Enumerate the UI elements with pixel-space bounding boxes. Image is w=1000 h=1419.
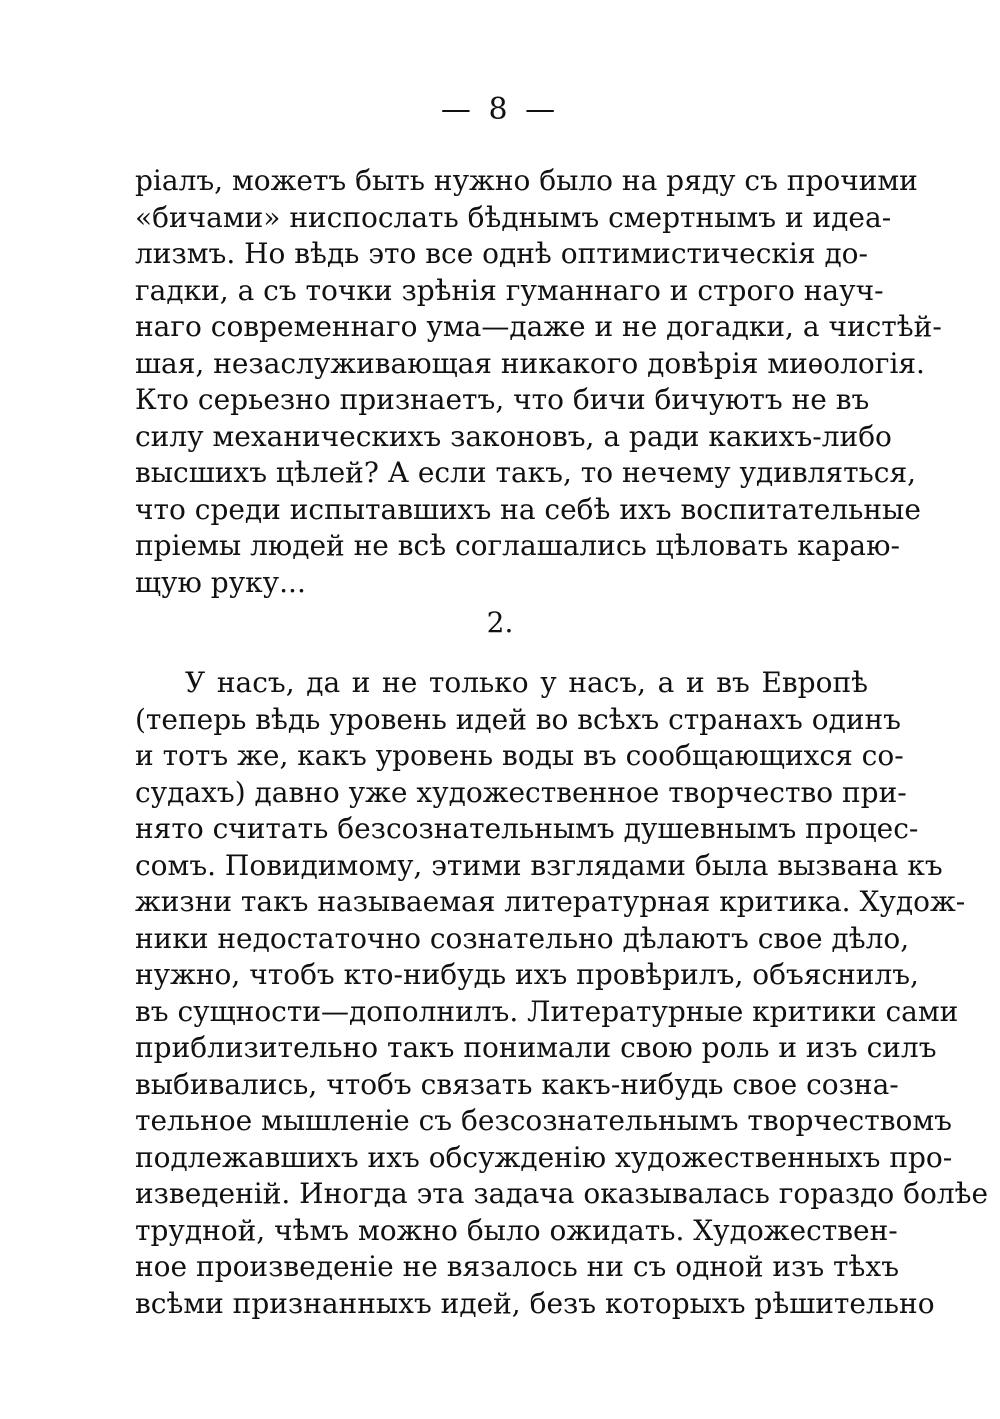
text-line: У насъ, да и не только у насъ, а и въ Европѣ [185, 666, 868, 699]
text-line: выбивались, чтобъ связать какъ-нибудь свое созна- [135, 1067, 899, 1101]
text-line: наго современнаго ума—даже и не догадки, а чистѣй- [135, 310, 942, 343]
text-line: силу механическихъ законовъ, а ради какихъ-либо [135, 419, 892, 453]
text-line: (теперь вѣдь уровень идей во всѣхъ странахъ одинъ [135, 702, 901, 736]
paragraph-2 [135, 665, 989, 1322]
section-number: 2. [486, 606, 514, 639]
text-line: ники недостаточно сознательно дѣлаютъ свое дѣло, [135, 921, 910, 955]
text-line: сомъ. Повидимому, этими взглядами была вызвана къ [135, 848, 943, 882]
text-line: высшихъ цѣлей? А если такъ, то нечему удивляться, [135, 456, 917, 489]
text-line: ріалъ, можетъ быть нужно было на ряду съ прочими [135, 164, 918, 197]
text-line: ное произведеніе не вязалось ни съ одной изъ тѣхъ [135, 1250, 900, 1283]
text-line: изведеній. Иногда эта задача оказывалась гораздо болѣе [135, 1177, 989, 1210]
text-line: нужно, чтобъ кто-нибудь ихъ провѣрилъ, объяснилъ, [135, 958, 919, 991]
text-line: и тотъ же, какъ уровень воды въ сообщающихся со- [135, 739, 904, 772]
text-line: щую руку... [135, 565, 306, 599]
text-line: пріемы людей не всѣ соглашались цѣловать караю- [135, 529, 900, 562]
text-line: трудной, чѣмъ можно было ожидать. Художествен- [135, 1213, 898, 1247]
text-line: приблизительно такъ понимали свою роль и изъ силъ [135, 1031, 937, 1064]
text-line: судахъ) давно уже художественное творчество при- [135, 775, 907, 809]
text-line: Кто серьезно признаетъ, что бичи бичуютъ не въ [135, 383, 870, 416]
text-line: жизни такъ называемая литературная критика. Худож- [135, 885, 966, 918]
text-line: подлежавшихъ ихъ обсужденію художественныхъ про- [135, 1140, 953, 1174]
page-number-header: — 8 — [440, 92, 560, 127]
text-line: «бичами» ниспослать бѣднымъ смертнымъ и идеа- [135, 200, 892, 234]
text-line: всѣми признанныхъ идей, безъ которыхъ рѣшительно [135, 1286, 935, 1320]
text-line: что среди испытавшихъ на себѣ ихъ воспитательные [135, 492, 921, 526]
paragraph-1 [135, 163, 942, 601]
text-line: шая, незаслуживающая никакого довѣрія миѳологія. [135, 346, 925, 380]
text-line: лизмъ. Но вѣдь это все однѣ оптимистическія до- [135, 237, 869, 270]
text-line: нято считать безсознательнымъ душевнымъ процес- [135, 812, 919, 845]
text-line: гадки, а съ точки зрѣнія гуманнаго и строго науч- [135, 273, 884, 307]
text-line: тельное мышленіе съ безсознательнымъ творчествомъ [135, 1104, 952, 1137]
text-line: въ сущности—дополнилъ. Литературные критики сами [135, 994, 959, 1028]
